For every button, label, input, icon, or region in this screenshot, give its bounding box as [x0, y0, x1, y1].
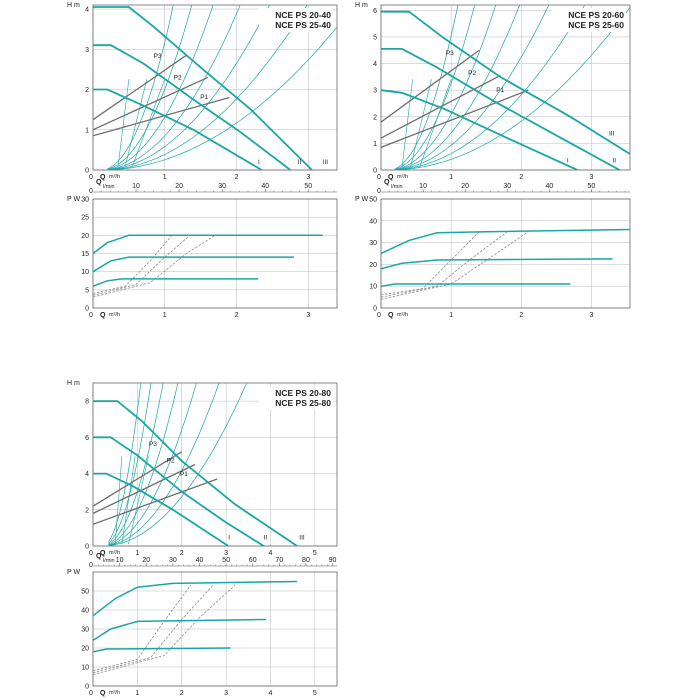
title-line-2: NCE PS 25-80 [275, 398, 331, 408]
power-ytick-label: 30 [81, 196, 89, 204]
lmin-unit: l/min [391, 184, 403, 190]
head-ytick-label: 3 [373, 87, 377, 95]
power-dashed-3 [93, 235, 215, 297]
curve-label-II: II [612, 157, 617, 165]
power-ytick-label: 0 [85, 305, 89, 313]
point-label-P3: P3 [153, 53, 162, 61]
power-xtick-label: 1 [449, 312, 454, 319]
power-curve-III [93, 582, 297, 616]
title-line-1: NCE PS 20-40 [275, 10, 331, 20]
lmin-q-symbol: Q [96, 179, 102, 186]
head-ytick-label: 6 [85, 434, 89, 442]
power-xtick-label: 3 [306, 312, 311, 319]
point-label-P1: P1 [179, 471, 188, 479]
head-q-unit: m³/h [109, 550, 120, 556]
power-q-symbol: Q [100, 312, 106, 319]
lmin-tick-label: 30 [168, 557, 177, 564]
power-q-symbol: Q [388, 312, 394, 319]
power-ytick-label: 30 [81, 626, 89, 634]
system-curve-4 [107, 0, 254, 170]
head-ytick-label: 2 [85, 507, 89, 515]
lmin-scale [89, 553, 337, 569]
point-label-P1: P1 [200, 93, 209, 101]
lmin-zero: 0 [89, 562, 93, 569]
point-label-P2: P2 [173, 74, 182, 82]
power-ytick-label: 20 [81, 645, 89, 653]
head-xtick-label: 2 [234, 174, 239, 181]
lmin-tick-label: 40 [261, 183, 270, 190]
head-x-zero: 0 [89, 174, 93, 181]
power-xtick-label: 1 [135, 690, 140, 697]
chart-c2 [355, 0, 630, 319]
fan-line-3 [420, 79, 452, 167]
chart-title [259, 8, 333, 32]
power-ytick-label: 50 [81, 588, 89, 596]
lmin-zero: 0 [89, 188, 93, 195]
curve-label-III: III [299, 534, 305, 542]
lmin-tick-label: 70 [275, 557, 284, 564]
curve-label-III: III [608, 130, 615, 138]
power-curve-III [93, 235, 323, 253]
power-curve-I [93, 648, 231, 652]
title-line-2: NCE PS 25-60 [568, 20, 624, 30]
head-axis-title: H m [67, 380, 80, 387]
power-xtick-label: 4 [268, 690, 273, 697]
title-line-1: NCE PS 20-80 [275, 388, 331, 398]
head-xtick-label: 2 [179, 550, 184, 557]
lmin-q-symbol: Q [384, 179, 390, 186]
head-q-unit: m³/h [397, 174, 408, 180]
head-x-zero: 0 [377, 174, 381, 181]
chart-c1 [67, 0, 337, 319]
power-ytick-label: 40 [369, 218, 377, 226]
chart-title [259, 386, 333, 410]
curve-label-II: II [263, 534, 268, 542]
curve-label-III: III [322, 159, 329, 167]
lmin-tick-label: 30 [218, 183, 227, 190]
lmin-q-symbol: Q [96, 553, 102, 560]
power-curve-II [381, 259, 613, 269]
power-ytick-label: 30 [369, 240, 377, 248]
point-label-P1: P1 [496, 87, 505, 95]
head-ytick-label: 0 [85, 543, 89, 551]
head-axis-title: H m [67, 2, 80, 9]
power-curve-III [381, 230, 630, 254]
power-ytick-label: 15 [81, 251, 89, 258]
point-label-P2: P2 [468, 69, 477, 77]
head-chart [67, 333, 337, 557]
proportional-line-1 [93, 55, 186, 119]
power-q-unit: m³/h [109, 312, 120, 318]
power-dashed-2 [93, 235, 190, 295]
head-ytick-label: 0 [85, 167, 89, 175]
lmin-tick-label: 80 [302, 557, 310, 564]
power-q-symbol: Q [100, 690, 106, 697]
power-xtick-label: 3 [589, 312, 594, 319]
power-ytick-label: 0 [373, 305, 377, 313]
power-ytick-label: 50 [369, 196, 377, 204]
power-ytick-label: 10 [81, 664, 89, 672]
pump-curve-II [381, 49, 620, 170]
lmin-tick-label: 90 [328, 557, 337, 564]
power-frame [381, 199, 630, 308]
proportional-line-3 [93, 98, 229, 136]
power-xtick-label: 1 [162, 312, 167, 319]
lmin-zero: 0 [377, 188, 381, 195]
curve-label-I: I [566, 157, 569, 165]
head-xtick-label: 2 [519, 174, 524, 181]
lmin-tick-label: 20 [175, 183, 184, 190]
head-ytick-label: 1 [85, 127, 89, 135]
lmin-tick-label: 40 [195, 557, 204, 564]
power-q-unit: m³/h [397, 312, 408, 318]
power-axis-title: P W [355, 196, 369, 203]
lmin-tick-label: 10 [132, 183, 140, 190]
head-ytick-label: 3 [85, 46, 89, 54]
lmin-unit: l/min [103, 184, 115, 190]
lmin-tick-label: 20 [142, 557, 151, 564]
head-xtick-label: 3 [589, 174, 594, 181]
head-ytick-label: 4 [85, 6, 89, 14]
power-xtick-label: 2 [234, 312, 239, 319]
system-curve-7 [109, 348, 262, 546]
power-ytick-label: 10 [81, 269, 89, 277]
system-curve-2 [107, 0, 200, 169]
head-xtick-label: 3 [306, 174, 311, 181]
power-curve-I [93, 279, 258, 286]
power-chart [355, 196, 630, 319]
power-xtick-label: 2 [179, 690, 184, 697]
power-ytick-label: 10 [369, 283, 377, 291]
head-ytick-label: 5 [373, 34, 377, 42]
system-curve-5 [395, 0, 567, 170]
curve-label-II: II [297, 159, 302, 167]
power-chart [67, 196, 337, 319]
head-chart [67, 0, 337, 181]
point-label-P2: P2 [166, 457, 175, 465]
power-xtick-label: 3 [224, 690, 229, 697]
fan-line-2 [125, 79, 147, 166]
curve-label-I: I [228, 534, 231, 542]
power-ytick-label: 5 [85, 287, 89, 295]
point-label-P3: P3 [445, 49, 454, 57]
head-ytick-label: 2 [373, 114, 377, 122]
lmin-tick-label: 50 [304, 183, 313, 190]
power-axis-title: P W [67, 196, 81, 203]
power-dashed-3 [381, 232, 528, 300]
power-curve-II [93, 257, 294, 272]
power-chart [67, 569, 337, 697]
head-ytick-label: 0 [373, 167, 377, 175]
lmin-tick-label: 60 [248, 557, 257, 564]
lmin-tick-label: 20 [461, 183, 470, 190]
head-plot-area [93, 333, 297, 546]
power-dashed-1 [381, 232, 479, 295]
curve-label-I: I [258, 159, 260, 167]
lmin-tick-label: 10 [419, 183, 427, 190]
power-ytick-label: 20 [369, 261, 377, 269]
head-x-zero: 0 [89, 550, 93, 557]
power-x-zero: 0 [89, 312, 93, 319]
head-xtick-label: 4 [268, 550, 273, 557]
power-axis-title: P W [67, 569, 81, 576]
power-ytick-label: 20 [81, 232, 89, 240]
lmin-tick-label: 50 [222, 557, 230, 564]
power-ytick-label: 25 [81, 214, 89, 222]
proportional-line-3 [93, 479, 217, 524]
power-curve-I [381, 284, 570, 286]
power-ytick-label: 40 [81, 607, 89, 615]
power-dashed-1 [93, 585, 191, 671]
lmin-scale [89, 179, 337, 195]
head-xtick-label: 5 [312, 550, 317, 557]
lmin-unit: l/min [103, 558, 115, 564]
lmin-tick-label: 10 [115, 557, 124, 564]
head-q-unit: m³/h [109, 174, 120, 180]
title-line-1: NCE PS 20-60 [568, 10, 624, 20]
head-q-symbol: Q [388, 174, 394, 181]
point-label-P3: P3 [148, 441, 157, 449]
head-xtick-label: 1 [449, 174, 454, 181]
head-xtick-label: 1 [135, 550, 140, 557]
head-q-symbol: Q [100, 550, 106, 557]
head-ytick-label: 4 [85, 471, 89, 479]
power-xtick-label: 2 [519, 312, 524, 319]
head-xtick-label: 3 [224, 550, 229, 557]
lmin-tick-label: 30 [503, 183, 512, 190]
lmin-scale [377, 179, 630, 195]
lmin-tick-label: 50 [587, 183, 596, 190]
power-x-zero: 0 [377, 312, 381, 319]
system-curve-2 [395, 0, 486, 169]
head-q-symbol: Q [100, 174, 106, 181]
chart-c3 [67, 333, 337, 697]
power-ytick-label: 0 [85, 683, 89, 691]
lmin-tick-label: 40 [545, 183, 554, 190]
head-axis-title: H m [355, 2, 368, 9]
power-x-zero: 0 [89, 690, 93, 697]
head-xtick-label: 1 [162, 174, 167, 181]
power-xtick-label: 5 [312, 690, 317, 697]
fan-line-1 [118, 79, 129, 166]
head-ytick-label: 4 [373, 61, 377, 69]
chart-title [552, 8, 626, 32]
head-chart [355, 0, 630, 181]
fan-line-3 [132, 79, 164, 166]
title-line-2: NCE PS 25-40 [275, 20, 331, 30]
head-ytick-label: 8 [85, 398, 89, 406]
head-ytick-label: 2 [85, 87, 89, 95]
head-ytick-label: 1 [373, 140, 377, 148]
head-ytick-label: 6 [373, 7, 377, 15]
power-q-unit: m³/h [109, 690, 120, 696]
